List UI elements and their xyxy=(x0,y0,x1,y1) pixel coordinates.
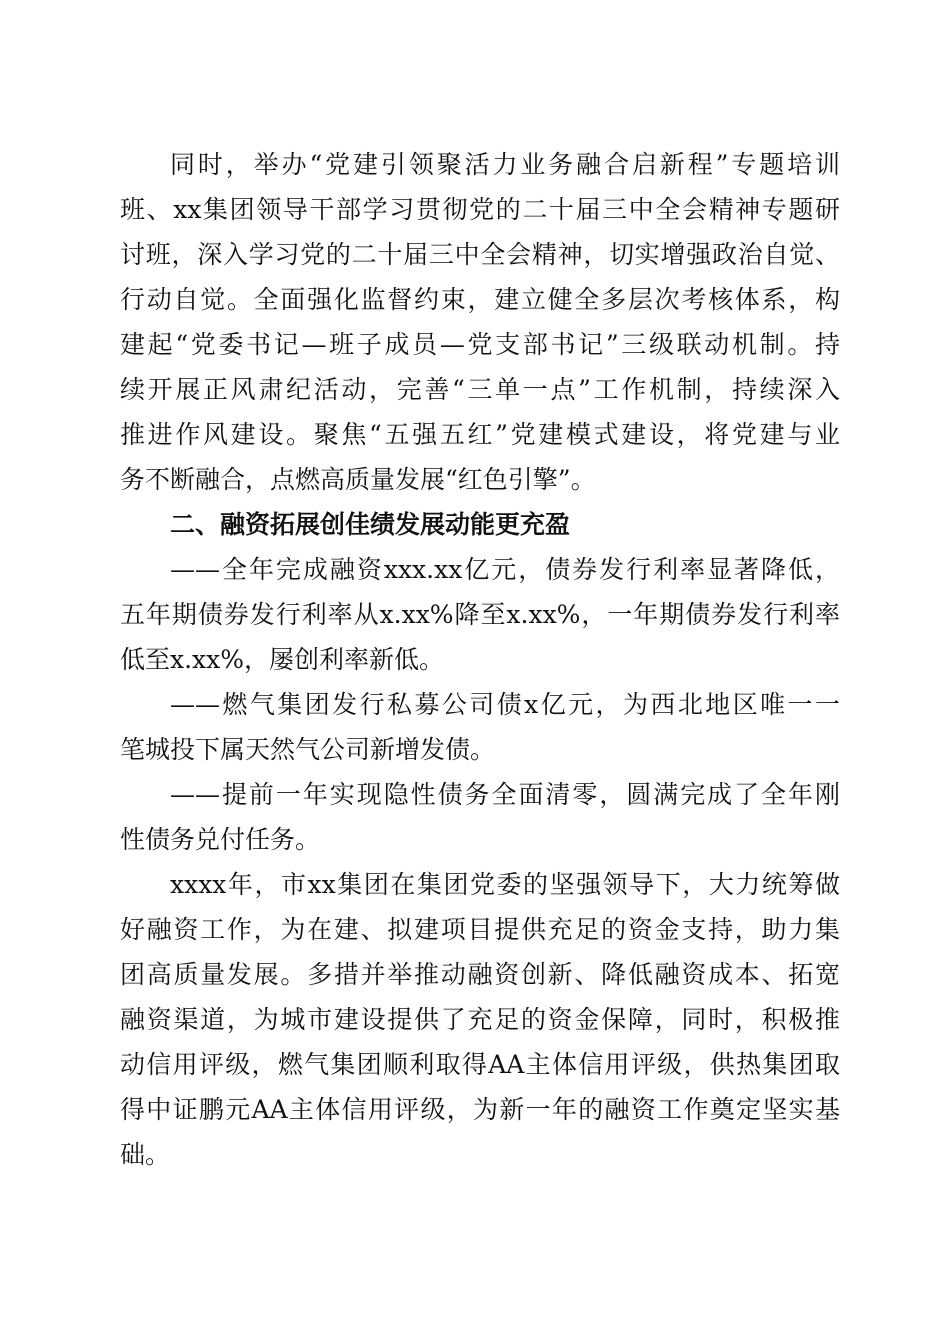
paragraph-1-line-3: 讨班，深入学习党的二十届三中全会精神，切实增强政治自觉、 xyxy=(120,240,840,269)
paragraph-2-line-3: 团高质量发展。多措并举推动融资创新、降低融资成本、拓宽 xyxy=(120,960,840,989)
paragraph-2-line-4: 融资渠道，为城市建设提供了充足的资金保障，同时，积极推 xyxy=(120,1005,840,1034)
bullet-1-line-3: 低至x.xx%，屡创利率新低。 xyxy=(120,645,444,674)
paragraph-1-line-8: 务不断融合，点燃高质量发展“红色引擎”。 xyxy=(120,465,596,494)
paragraph-1-line-4: 行动自觉。全面强化监督约束，建立健全多层次考核体系，构 xyxy=(120,285,840,314)
paragraph-1-line-7: 推进作风建设。聚焦“五强五红”党建模式建设，将党建与业 xyxy=(120,420,840,449)
paragraph-2-line-1: xxxx年，市xx集团在集团党委的坚强领导下，大力统筹做 xyxy=(170,870,840,899)
bullet-2-line-2: 笔城投下属天然气公司新增发债。 xyxy=(120,735,496,764)
paragraph-1-line-6: 续开展正风肃纪活动，完善“三单一点”工作机制，持续深入 xyxy=(120,375,840,404)
paragraph-1-line-2: 班、xx集团领导干部学习贯彻党的二十届三中全会精神专题研 xyxy=(120,195,840,224)
paragraph-2-line-5: 动信用评级，燃气集团顺利取得AA主体信用评级，供热集团取 xyxy=(120,1050,840,1079)
paragraph-1-line-5: 建起“党委书记—班子成员—党支部书记”三级联动机制。持 xyxy=(120,330,840,359)
paragraph-2-line-7: 础。 xyxy=(120,1140,171,1169)
bullet-1-line-2: 五年期债券发行利率从x.xx%降至x.xx%，一年期债券发行利率 xyxy=(120,600,840,629)
bullet-2-line-1: ——燃气集团发行私募公司债x亿元，为西北地区唯一一 xyxy=(170,690,840,719)
bullet-1-line-1: ——全年完成融资xxx.xx亿元，债券发行利率显著降低， xyxy=(170,555,840,584)
paragraph-2-line-6: 得中证鹏元AA主体信用评级，为新一年的融资工作奠定坚实基 xyxy=(120,1095,840,1124)
paragraph-2-line-2: 好融资工作，为在建、拟建项目提供充足的资金支持，助力集 xyxy=(120,915,840,944)
paragraph-1-line-1: 同时，举办“党建引领聚活力业务融合启新程”专题培训 xyxy=(170,150,840,179)
section-heading: 二、融资拓展创佳绩发展动能更充盈 xyxy=(170,510,571,539)
bullet-3-line-1: ——提前一年实现隐性债务全面清零，圆满完成了全年刚 xyxy=(170,780,840,809)
bullet-3-line-2: 性债务兑付任务。 xyxy=(120,825,321,854)
